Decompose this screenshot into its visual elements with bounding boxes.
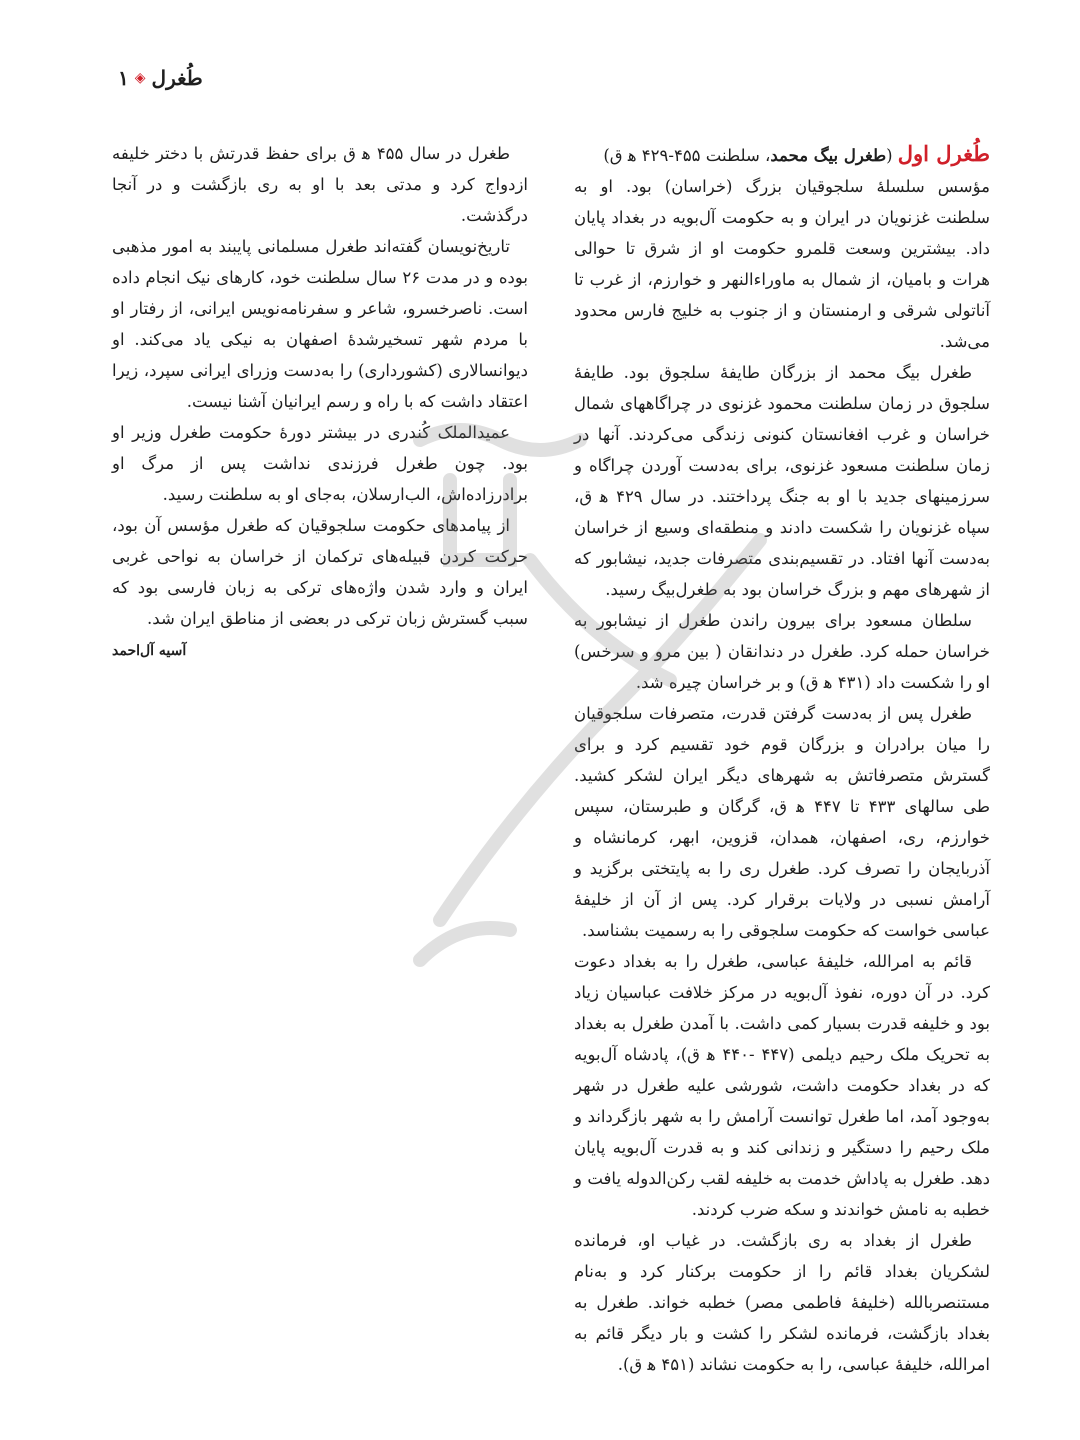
paragraph: طغرل از بغداد به ری بازگشت. در غیاب او، فرمانده لشکریان بغداد قائم را از حکومت برکنار کرد و به‌نام مستنصربالله (خلیفهٔ فاطمی مصر) خطبه خواند. طغرل به بغداد بازگشت، فرمانده لشکر را کشت و بار دیگر قائم به امرالله، خلیفهٔ عباسی، را به حکومت نشاند (۴۵۱ ه‍ ق). xyxy=(574,1231,990,1374)
right-column xyxy=(574,138,990,1380)
header-title: طُغرل xyxy=(151,66,203,90)
paragraph: مؤسس سلسلهٔ سلجوقیان بزرگ (خراسان) بود. او به سلطنت غزنویان در ایران و به حکومت آل‌بویه در بغداد پایان داد. بیشترین وسعت قلمرو حکومت او از شرق تا حوالی هرات و بامیان، از شمال به ماوراءالنهر و خوارزم، از غرب تا آناتولی شرقی و ارمنستان و از جنوب به خلیج فارس محدود می‌شد. xyxy=(574,177,990,351)
paragraph: قائم به امرالله، خلیفهٔ عباسی، طغرل را به بغداد دعوت کرد. در آن دوره، نفوذ آل‌بویه در مرکز خلافت عباسیان زیاد بود و خلیفه قدرت بسیار کمی داشت. با آمدن طغرل به بغداد به تحریک ملک رحیم دیلمی (۴۴۷ -۴۴۰ ه‍ ق)، پادشاه آل‌بویه که در بغداد حکومت داشت، شورشی علیه طغرل در شهر به‌وجود آمد، اما طغرل توانست آرامش را به شهر بازگرداند و ملک رحیم را دستگیر و زندانی کند و به قدرت آل‌بویه پایان دهد. طغرل به پاداش خدمت به خلیفه لقب رکن‌الدوله یافت و خطبه به نامش خواندند و سکه ضرب کردند. xyxy=(574,952,990,1219)
entry-heading-line xyxy=(574,138,990,171)
entry-title: طُغرل اول xyxy=(897,141,990,166)
entry-title-paren: ( xyxy=(886,146,898,165)
paragraph: طغرل پس از به‌دست گرفتن قدرت، متصرفات سلجوقیان را میان برادران و بزرگان قوم خود تقسیم کرد و برای گسترش متصرفاتش به شهرهای دیگر ایران لشکر کشید. طی سالهای ۴۳۳ تا ۴۴۷ ه‍ ق، گرگان و طبرستان، سپس خوارزم، ری، اصفهان، همدان، قزوین، ابهر، کرمانشاه و آذربایجان را تصرف کرد. طغرل ری را به پایتختی برگزید و آرامش نسبی در ولایات برقرار کرد. پس از آن از خلیفهٔ عباسی خواست که حکومت سلجوقی را به رسمیت بشناسد. xyxy=(574,704,990,940)
author-name: آسیه آل‌احمد xyxy=(112,643,187,659)
paragraph: سلطان مسعود برای بیرون راندن طغرل از نیشابور به خراسان حمله کرد. طغرل در دندانقان ( بین مرو و سرخس) او را شکست داد (۴۳۱ ه‍ ق) و بر خراسان چیره شد. xyxy=(574,611,990,692)
left-column xyxy=(112,138,528,667)
page-number: ۱ xyxy=(118,66,129,90)
diamond-icon: ◈ xyxy=(134,70,146,86)
entry-title-bold: طغرل بیگ محمد xyxy=(770,146,887,165)
paragraph: تاریخ‌نویسان گفته‌اند طغرل مسلمانی پایبند به امور مذهبی بوده و در مدت ۲۶ سال سلطنت خود، کارهای نیک انجام داده است. ناصرخسرو، شاعر و سفرنامه‌نویس ایرانی، از رفتار او با مردم شهر تسخیرشدهٔ اصفهان به نیکی یاد می‌کند. او دیوانسالاری (کشورداری) را به‌دست وزرای ایرانی سپرد، زیرا اعتقاد داشت که با راه و رسم ایرانیان آشنا نیست. xyxy=(112,237,528,411)
paragraph: از پیامدهای حکومت سلجوقیان که طغرل مؤسس آن بود، حرکت کردن قبیله‌های ترکمان از خراسان به نواحی غربی ایران و وارد شدن واژه‌های ترکی به زبان فارسی بود که سبب گسترش زبان ترکی در بعضی از مناطق ایران شد. xyxy=(112,516,528,628)
paragraph: عمیدالملک کُندری در بیشتر دورهٔ حکومت طغرل وزیر او بود. چون طغرل فرزندی نداشت پس از مرگ او برادرزاده‌اش، الب‌ارسلان، به‌جای او به سلطنت رسید. xyxy=(112,423,528,504)
entry-title-dates: ، سلطنت ۴۵۵-۴۲۹ ه‍ ق) xyxy=(603,146,771,165)
running-header xyxy=(118,66,203,90)
paragraph: طغرل بیگ محمد از بزرگان طایفهٔ سلجوق بود. طایفهٔ سلجوق در زمان سلطنت محمود غزنوی در چراگاههای شمال خراسان و غرب افغانستان کنونی زندگی می‌کردند. آنها در زمان سلطنت مسعود غزنوی، برای به‌دست آوردن چراگاه و سرزمینهای جدید با او به جنگ پرداختند. در سال ۴۲۹ ه‍ ق، سپاه غزنویان را شکست دادند و منطقه‌ای وسیع از خراسان به‌دست آنها افتاد. در تقسیم‌بندی متصرفات جدید، نیشابور که از شهرهای مهم و بزرگ خراسان بود به طغرل‌بیگ رسید. xyxy=(574,363,990,599)
paragraph: طغرل در سال ۴۵۵ ه‍ ق برای حفظ قدرتش با دختر خلیفه ازدواج کرد و مدتی بعد با او به ری بازگشت و در آنجا درگذشت. xyxy=(112,144,528,225)
